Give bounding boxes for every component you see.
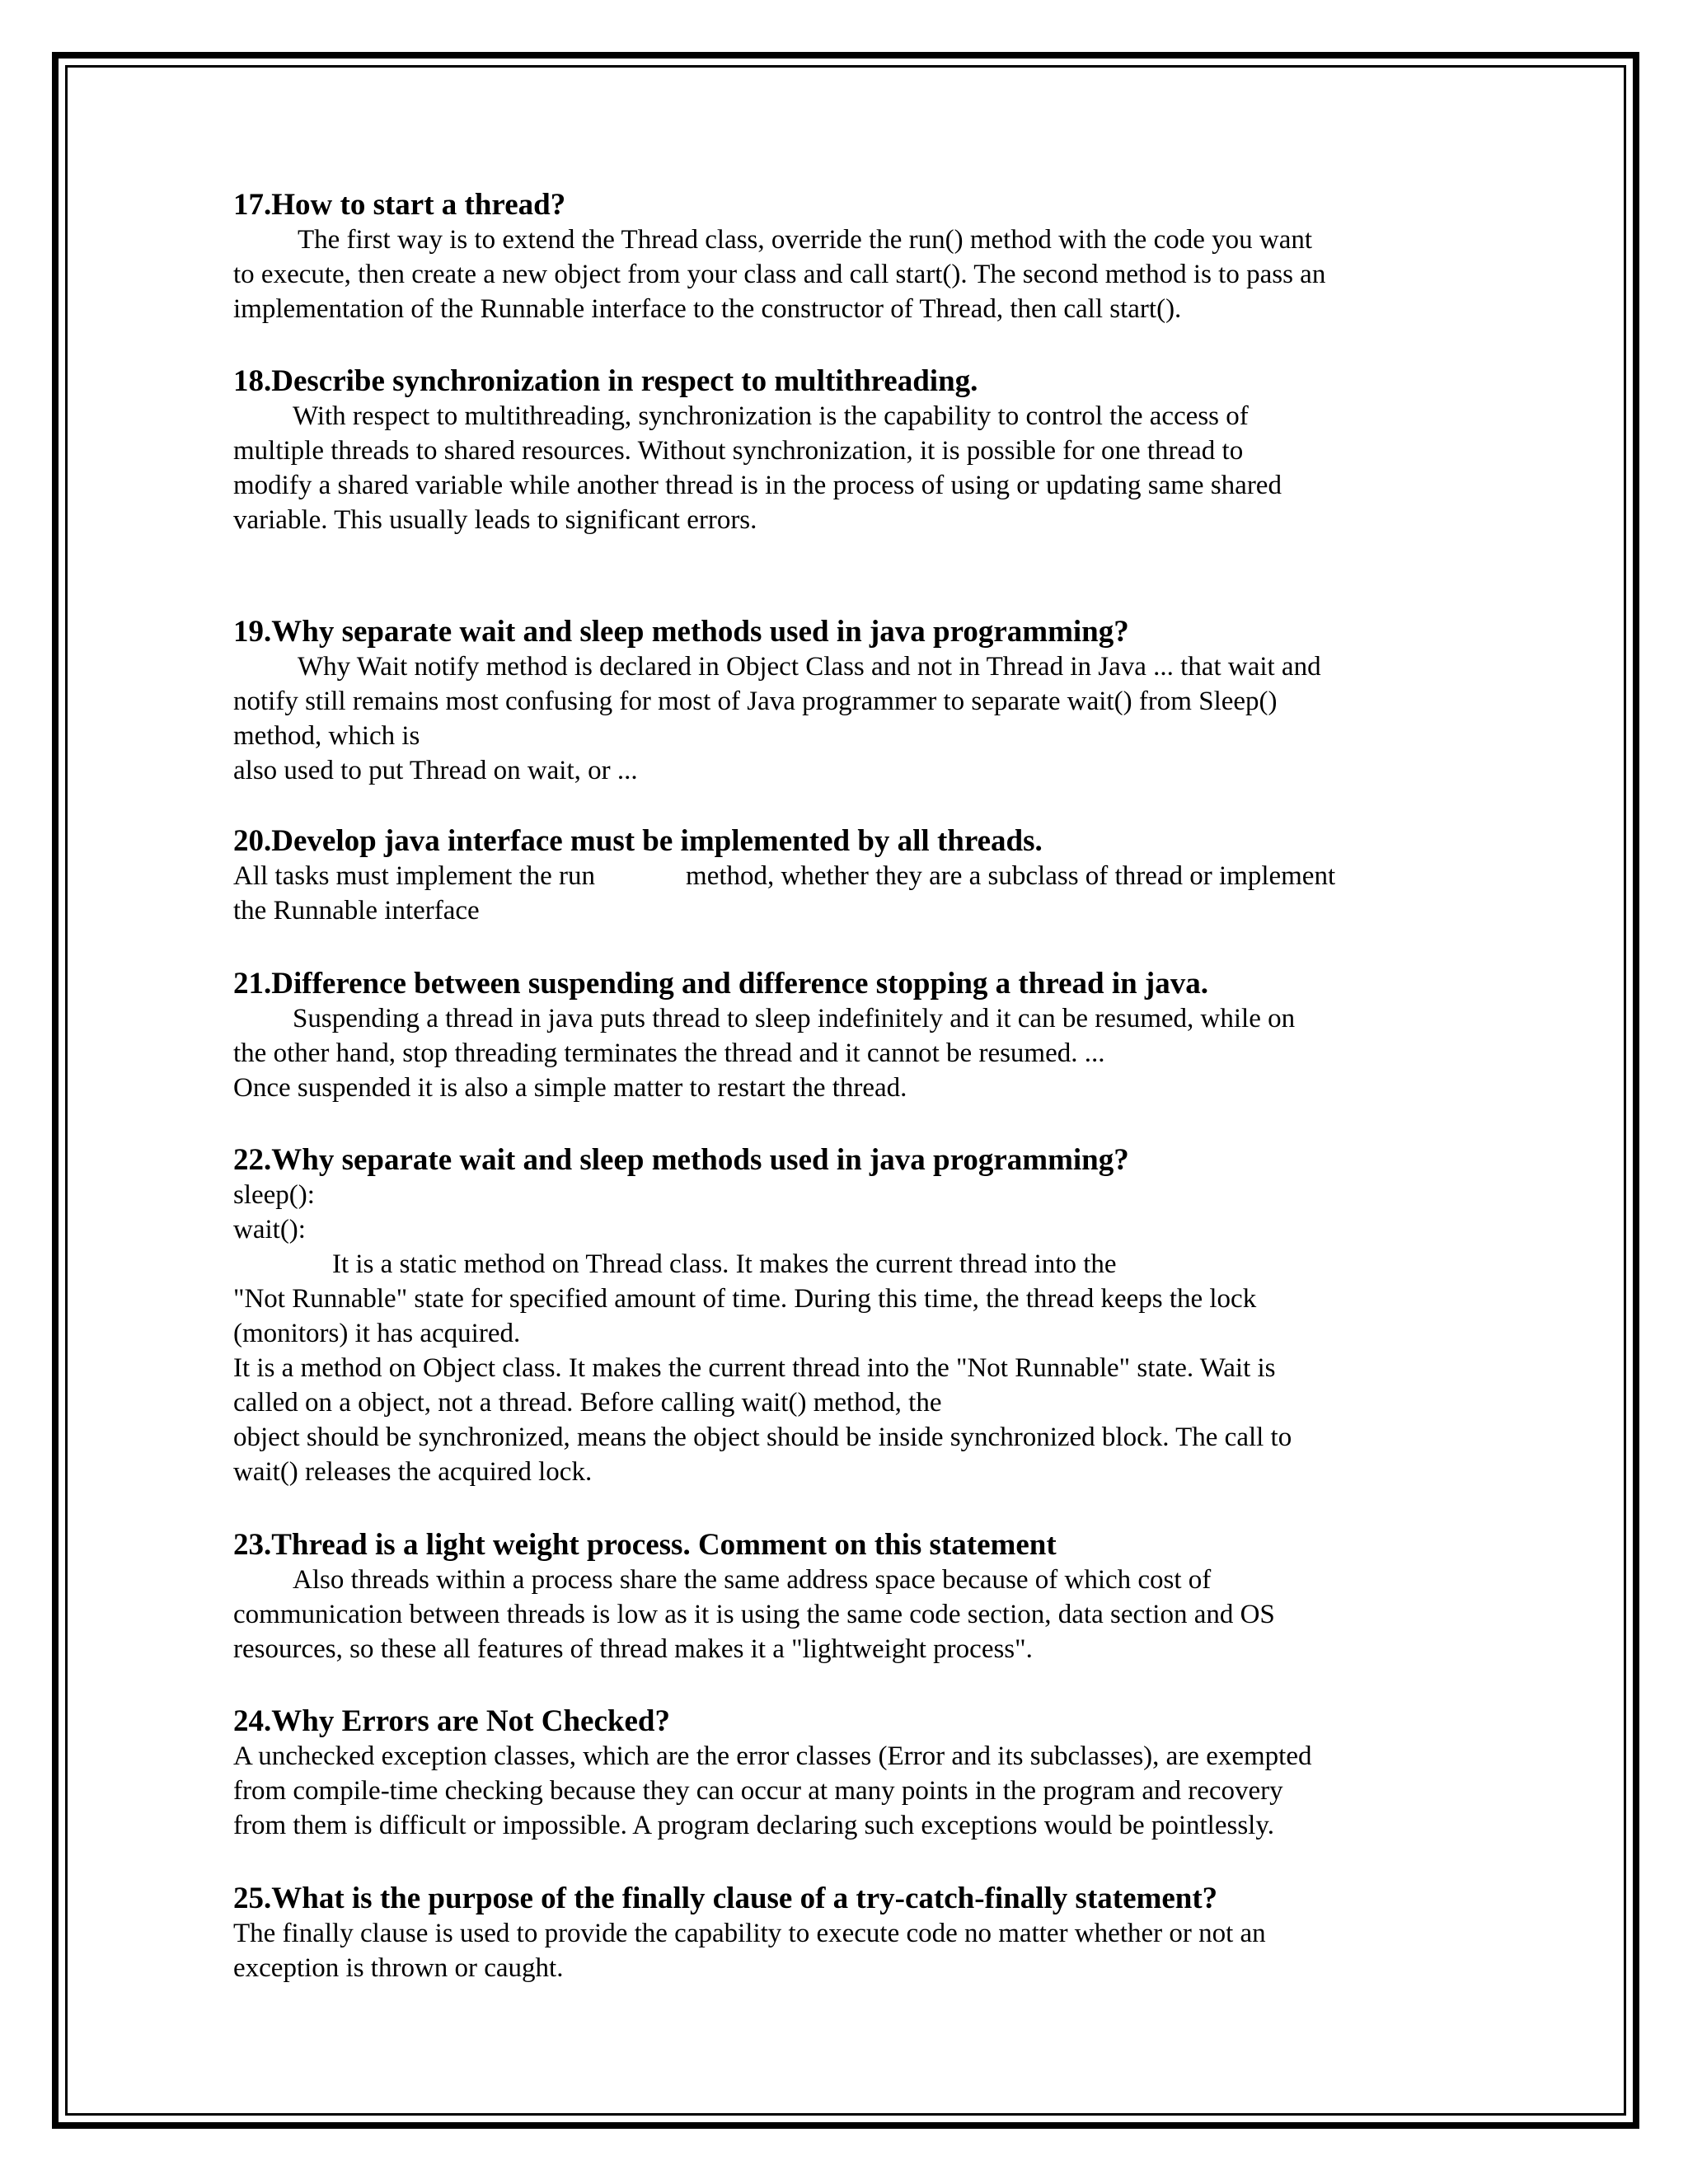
answer-line: Suspending a thread in java puts thread to sleep indefinitely and it can be resumed, while on (293, 1004, 1296, 1033)
question-title: 22.Why separate wait and sleep methods used in java programming? (233, 1143, 1129, 1177)
question-24 (233, 1704, 1470, 1843)
question-17 (233, 188, 1470, 326)
question-title: 24.Why Errors are Not Checked? (233, 1704, 670, 1738)
question-18 (233, 364, 1470, 537)
answer-line: to execute, then create a new object from your class and call start(). The second method is to pass an (233, 260, 1326, 289)
answer-line: variable. This usually leads to significant errors. (233, 505, 757, 535)
answer-line: multiple threads to shared resources. Without synchronization, it is possible for one thread to (233, 436, 1244, 466)
answer-line: resources, so these all features of thread makes it a "lightweight process". (233, 1634, 1033, 1664)
answer-line: wait(): (233, 1215, 306, 1244)
answer-line: "Not Runnable" state for specified amount of time. During this time, the thread keeps the lock (233, 1284, 1257, 1314)
answer-line: Once suspended it is also a simple matter to restart the thread. (233, 1073, 907, 1103)
answer-line: also used to put Thread on wait, or ... (233, 756, 638, 785)
question-title: 20.Develop java interface must be implemented by all threads. (233, 824, 1043, 858)
question-title: 25.What is the purpose of the finally clause of a try-catch-finally statement? (233, 1882, 1218, 1915)
answer-fragment: method, whether they are a subclass of thread or implement (686, 861, 1336, 891)
answer-line: called on a object, not a thread. Before calling wait() method, the (233, 1388, 942, 1418)
question-25 (233, 1882, 1470, 1985)
answer-line: It is a static method on Thread class. It makes the current thread into the (332, 1249, 1117, 1279)
question-title: 19.Why separate wait and sleep methods used in java programming? (233, 615, 1129, 649)
answer-line: from them is difficult or impossible. A program declaring such exceptions would be pointlessly. (233, 1811, 1274, 1840)
question-21 (233, 967, 1470, 1105)
answer-line: Why Wait notify method is declared in Object Class and not in Thread in Java ... that wait and (298, 652, 1321, 682)
question-title: 17.How to start a thread? (233, 188, 566, 222)
answer-line: Also threads within a process share the same address space because of which cost of (293, 1565, 1212, 1595)
answer-line: implementation of the Runnable interface to the constructor of Thread, then call start(). (233, 294, 1182, 324)
answer-line: With respect to multithreading, synchronization is the capability to control the access of (293, 401, 1249, 431)
question-22 (233, 1143, 1470, 1489)
answer-line: A unchecked exception classes, which are the error classes (Error and its subclasses), are exempted (233, 1741, 1312, 1771)
question-20 (233, 824, 1470, 928)
answer-line: from compile-time checking because they can occur at many points in the program and recovery (233, 1776, 1283, 1806)
question-title: 23.Thread is a light weight process. Comment on this statement (233, 1528, 1057, 1562)
answer-line: exception is thrown or caught. (233, 1953, 564, 1983)
question-title: 21.Difference between suspending and difference stopping a thread in java. (233, 967, 1209, 1001)
answer-line: object should be synchronized, means the object should be inside synchronized block. The call to (233, 1422, 1292, 1452)
answer-line: the Runnable interface (233, 896, 480, 926)
answer-line: The first way is to extend the Thread class, override the run() method with the code you want (298, 225, 1313, 255)
answer-line: method, which is (233, 721, 420, 751)
question-23 (233, 1528, 1470, 1666)
answer-line: It is a method on Object class. It makes the current thread into the "Not Runnable" state. Wait is (233, 1353, 1276, 1383)
answer-line (233, 859, 1470, 893)
question-19 (233, 615, 1470, 788)
answer-line: the other hand, stop threading terminates the thread and it cannot be resumed. ... (233, 1038, 1105, 1068)
answer-line: modify a shared variable while another thread is in the process of using or updating same shared (233, 471, 1282, 500)
answer-line: sleep(): (233, 1180, 315, 1210)
answer-line: (monitors) it has acquired. (233, 1319, 521, 1348)
answer-line: The finally clause is used to provide the capability to execute code no matter whether or not an (233, 1919, 1266, 1948)
question-title: 18.Describe synchronization in respect to multithreading. (233, 364, 978, 398)
answer-line: communication between threads is low as it is using the same code section, data section and OS (233, 1600, 1275, 1629)
answer-line: wait() releases the acquired lock. (233, 1457, 593, 1487)
answer-fragment: All tasks must implement the run (233, 861, 596, 891)
answer-line: notify still remains most confusing for most of Java programmer to separate wait() from Sleep() (233, 687, 1278, 716)
